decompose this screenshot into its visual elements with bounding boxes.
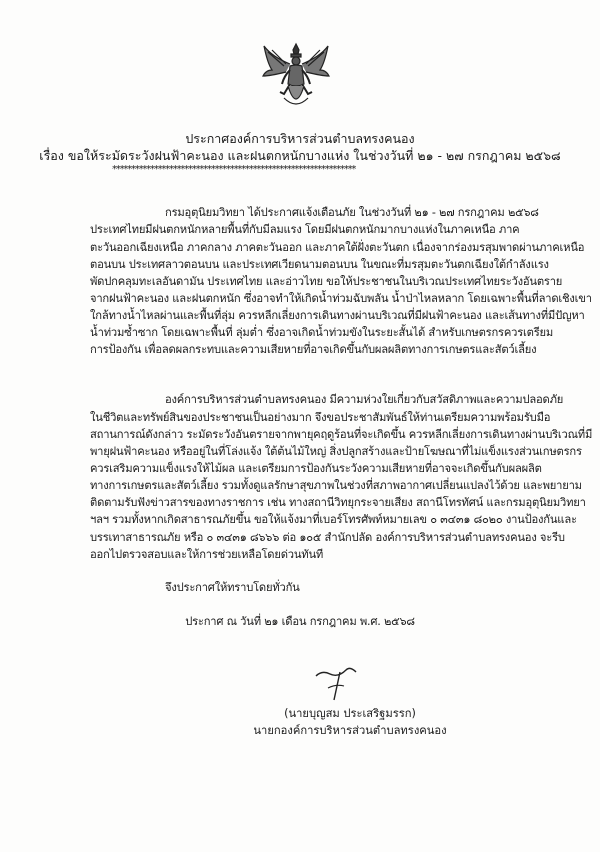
announcement-date: ประกาศ ณ วันที่ ๒๑ เดือน กรกฎาคม พ.ศ. ๒๕๖๘ bbox=[185, 615, 415, 628]
paragraph-line: บรรเทาสาธารณภัย หรือ ๐ ๓๔๓๑ ๘๖๖๖ ต่อ ๑๐๕ สำนักปลัด องค์การบริหารส่วนตำบลทรงคนอง จะรีบ bbox=[90, 531, 565, 544]
paragraph-line: ทางการเกษตรและสัตว์เลี้ยง รวมทั้งดูแลรักษาสุขภาพในช่วงที่สภาพอากาศเปลี่ยนแปลงไว้ด้วย และพยายาม bbox=[90, 479, 582, 492]
paragraph-line: พายุฝนฟ้าคะนอง หรืออยู่ในที่โล่งแจ้ง ใต้ต้นไม้ใหญ่ สิ่งปลูกสร้างและป้ายโฆษณาที่ไม่แข็งแรงส่วนเกษตรกร bbox=[90, 445, 582, 458]
signer-name: (นายบุญสม ประเสริฐมรรก) bbox=[284, 707, 416, 720]
paragraph-line: ในชีวิตและทรัพย์สินของประชาชนเป็นอย่างมาก จึงขอประชาสัมพันธ์ให้ท่านเตรียมความพร้อมรับมือ bbox=[90, 411, 551, 424]
announcement-title: ประกาศองค์การบริหารส่วนตำบลทรงคนอง bbox=[185, 131, 415, 146]
paragraph-line: องค์การบริหารส่วนตำบลทรงคนอง มีความห่วงใยเกี่ยวกับสวัสดิภาพและความปลอดภัย bbox=[165, 393, 564, 406]
paragraph-line: สถานการณ์ดังกล่าว ระมัดระวังอันตรายจากพายุคฤดูร้อนที่จะเกิดขึ้น ควรหลีกเลี่ยงการเดินทางผ่านบริเวณที่มี bbox=[90, 428, 593, 441]
paragraph-line: พัดปกคลุมทะเลอันดามัน ประเทศไทย และอ่าวไทย ขอให้ประชาชนในบริเวณประเทศไทยระวังอันตราย bbox=[90, 275, 563, 288]
paragraph-line: น้ำท่วมซ้ำซาก โดยเฉพาะพื้นที่ ลุ่มต่ำ ซึ่งอาจเกิดน้ำท่วมขังในระยะสั้นได้ สำหรับเกษตรกรควรเตรียม bbox=[90, 326, 554, 339]
handwritten-signature-icon bbox=[312, 662, 366, 702]
paragraph-line: ประเทศไทยมีฝนตกหนักหลายพื้นที่กับมีลมแรง โดยมีฝนตกหนักมากบางแห่งในภาคเหนือ ภาค bbox=[90, 223, 520, 236]
paragraph-line: การป้องกัน เพื่อลดผลกระทบและความเสียหายที่อาจเกิดขึ้นกับผลผลิตทางการเกษตรและสัตว์เลี้ยง bbox=[90, 343, 537, 356]
paragraph-line: ออกไปตรวจสอบและให้การช่วยเหลือโดยด่วนทันที bbox=[90, 548, 324, 561]
paragraph-line: ควรเสริมความแข็งแรงให้ไม้ผล และเตรียมการป้องกันระวังความเสียหายที่อาจจะเกิดขึ้นกับผลผลิต bbox=[90, 462, 542, 475]
paragraph-line: ใกล้ทางน้ำไหลผ่านและพื้นที่ลุ่ม ควรหลีกเลี่ยงการเดินทางผ่านบริเวณที่มีฝนฟ้าคะนอง และเส้นทางที่มีปัญหา bbox=[90, 309, 585, 322]
garuda-emblem-icon bbox=[260, 42, 332, 114]
paragraph-line: ฯลฯ รวมทั้งหากเกิดสาธารณภัยขึ้น ขอให้แจ้งมาที่เบอร์โทรศัพท์หมายเลข ๐ ๓๔๓๑ ๘๐๒๐ งานป้องกันและ bbox=[90, 513, 577, 526]
announcement-subject: เรื่อง ขอให้ระมัดระวังฝนฟ้าคะนอง และฝนตกหนักบางแห่ง ในช่วงวันที่ ๒๑ - ๒๗ กรกฎาคม ๒๕๖๘ bbox=[39, 148, 561, 163]
closing-statement: จึงประกาศให้ทราบโดยทั่วกัน bbox=[165, 581, 300, 594]
paragraph-line: จากฝนฟ้าคะนอง และฝนตกหนัก ซึ่งอาจทำให้เกิดน้ำท่วมฉับพลัน น้ำป่าไหลหลาก โดยเฉพาะพื้นที่ลาดเชิงเขา bbox=[90, 292, 592, 305]
paragraph-line: กรมอุตุนิยมวิทยา ได้ประกาศแจ้งเตือนภัย ในช่วงวันที่ ๒๑ - ๒๗ กรกฎาคม ๒๕๖๘ bbox=[165, 206, 539, 219]
paragraph-line: ตะวันออกเฉียงเหนือ ภาคกลาง ภาคตะวันออก และภาคใต้ฝั่งตะวันตก เนื่องจากร่องมรสุมพาดผ่านภาคเหนือ bbox=[90, 241, 585, 254]
separator-line: **************************************************************** bbox=[112, 164, 356, 175]
paragraph-line: ติดตามรับฟังข่าวสารของทางราชการ เช่น ทางสถานีวิทยุกระจายเสียง สถานีโทรทัศน์ และกรมอุตุนิยมวิทยา bbox=[90, 496, 586, 509]
paragraph-line: ตอนบน ประเทศลาวตอนบน และประเทศเวียดนามตอนบน ในขณะที่มรสุมตะวันตกเฉียงใต้กำลังแรง bbox=[90, 258, 549, 271]
signer-position: นายกองค์การบริหารส่วนตำบลทรงคนอง bbox=[253, 724, 447, 737]
